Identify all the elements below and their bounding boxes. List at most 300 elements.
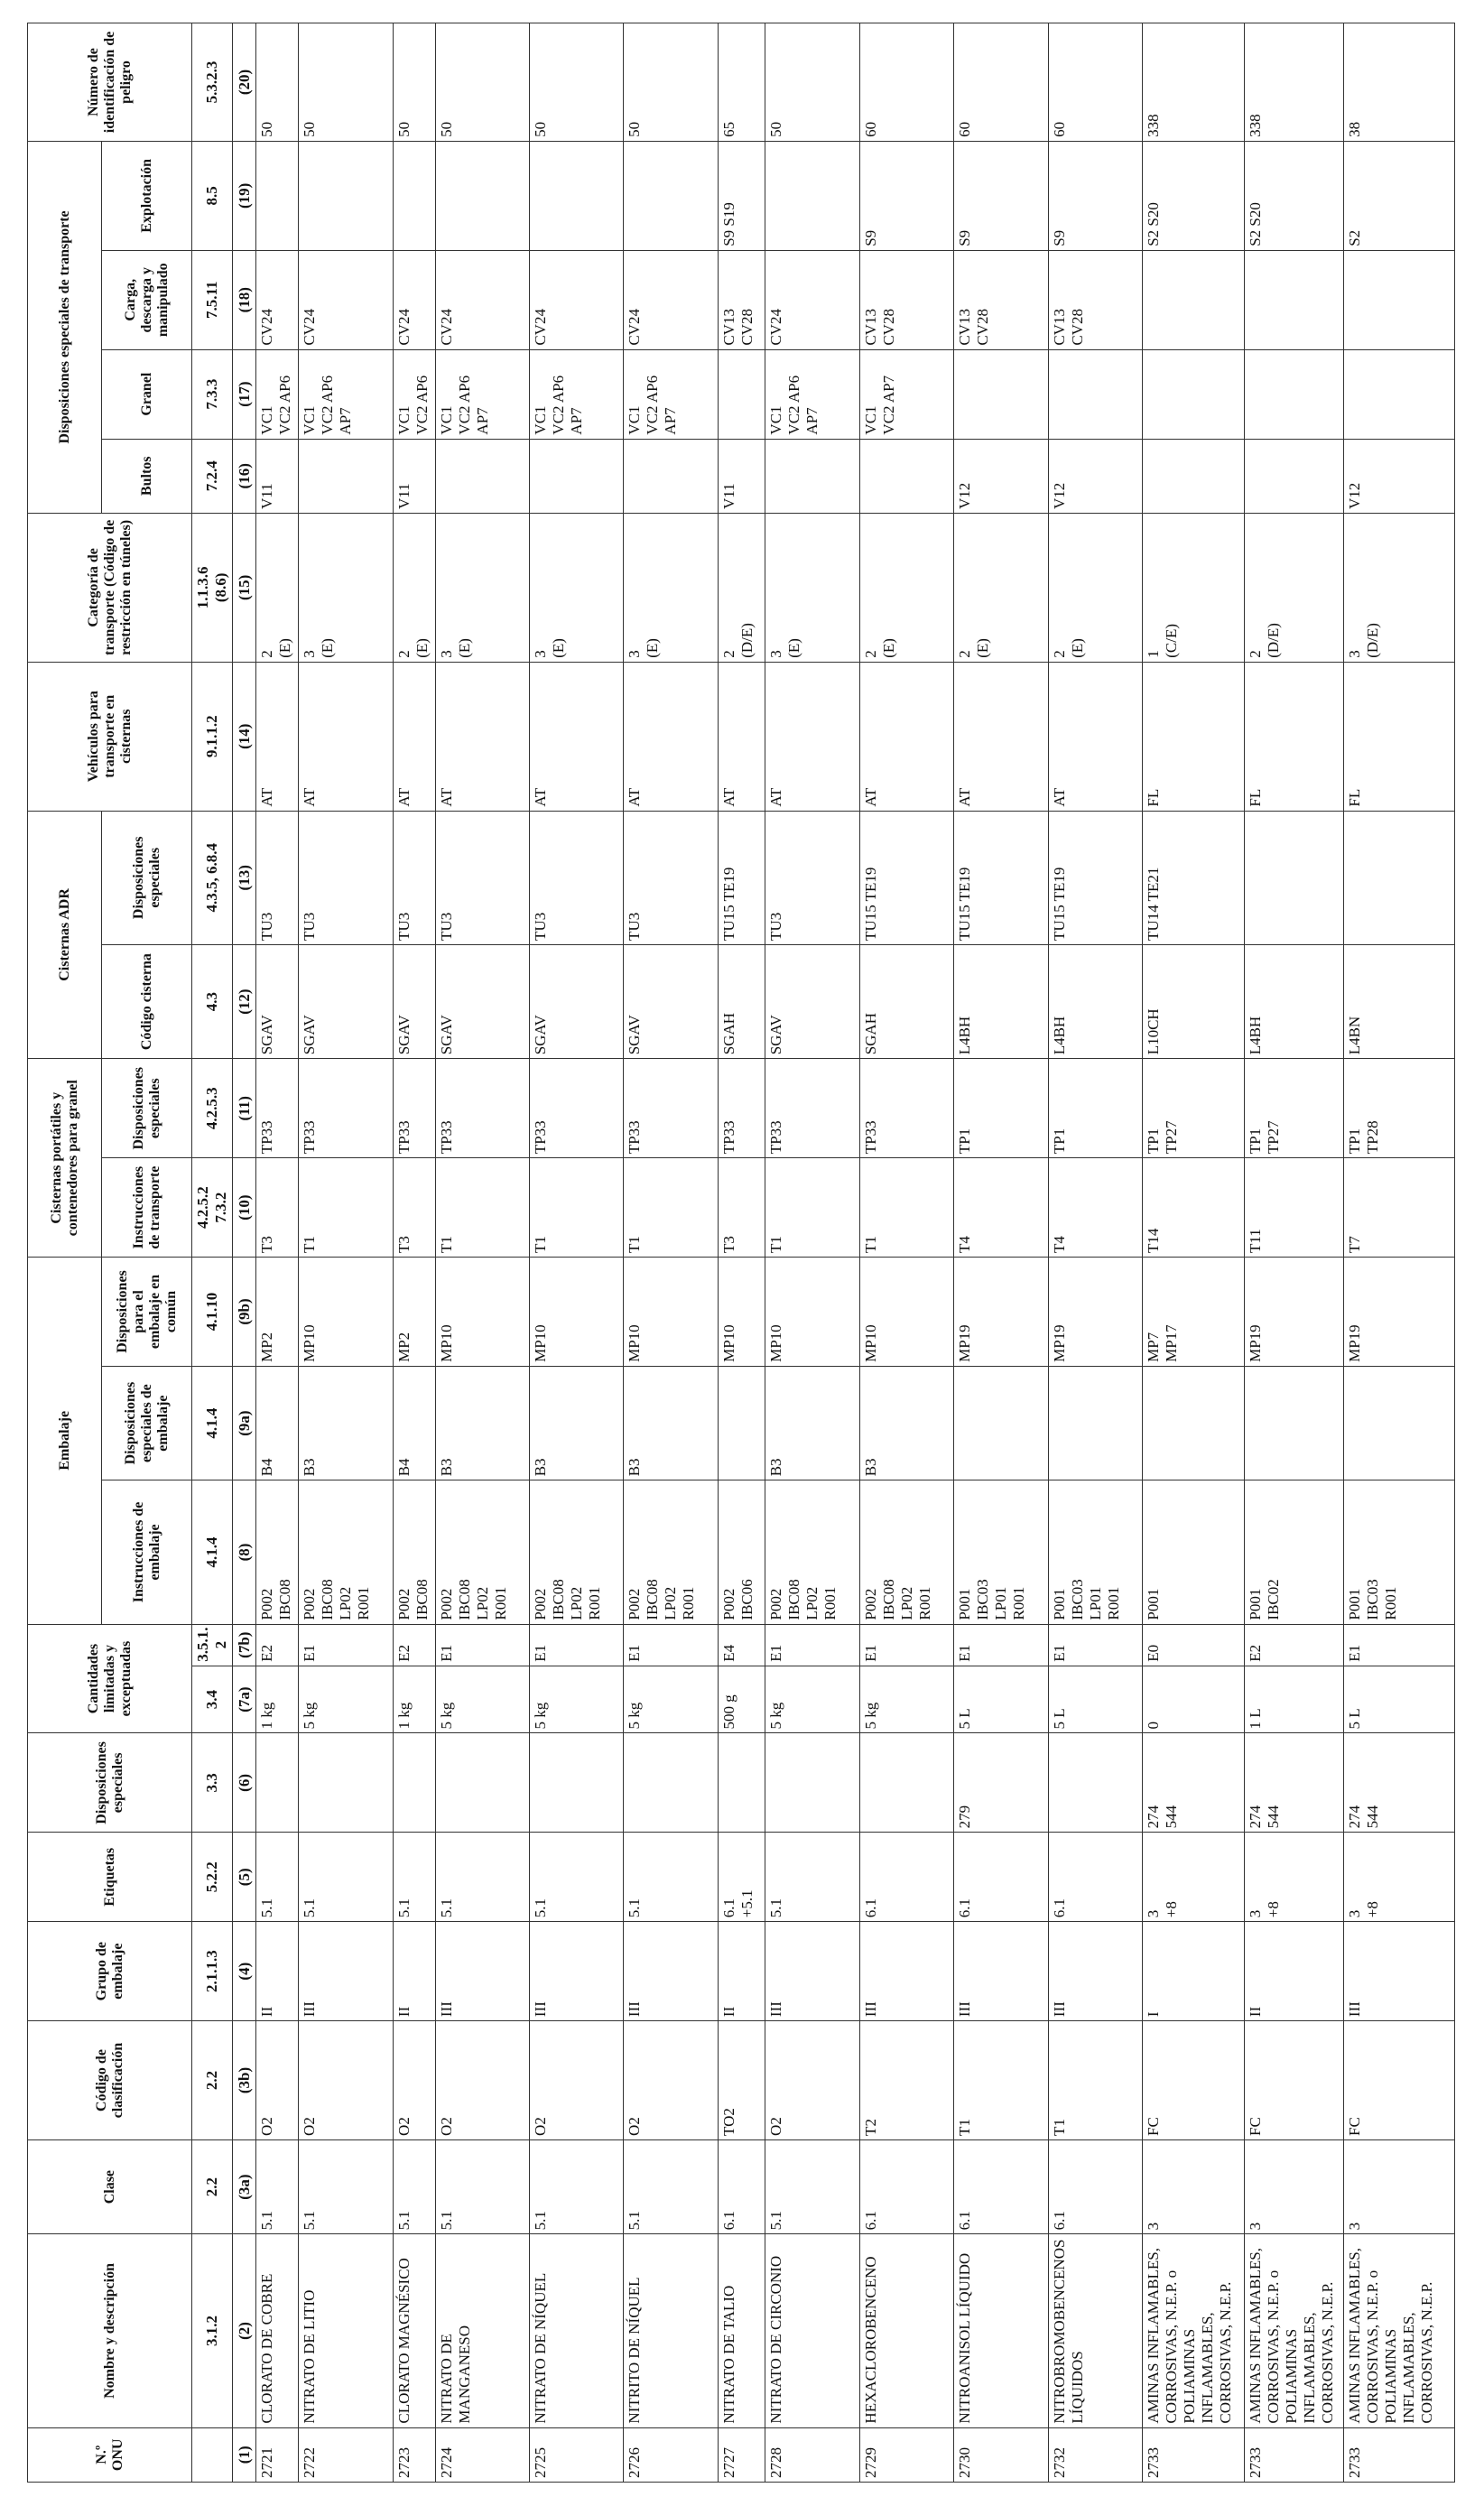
table-cell: TU15 TE19 xyxy=(718,811,765,944)
table-cell: 5 kg xyxy=(299,1666,393,1733)
table-cell: 5.1 xyxy=(435,2139,529,2233)
table-cell: E2 xyxy=(256,1624,299,1666)
table-cell: E0 xyxy=(1143,1624,1245,1666)
table-cell: 50 xyxy=(435,23,529,142)
table-cell xyxy=(1244,250,1343,349)
table-cell: S9 S19 xyxy=(718,141,765,250)
table-cell: CV24 xyxy=(530,250,624,349)
table-cell: 5 L xyxy=(1343,1666,1454,1733)
table-cell: O2 xyxy=(435,2021,529,2140)
table-cell: 3 +8 xyxy=(1343,1833,1454,1922)
table-cell xyxy=(530,1733,624,1833)
table-cell: MP10 xyxy=(530,1258,624,1367)
header-loading: Carga, descarga y manipulado xyxy=(102,250,192,349)
table-cell: O2 xyxy=(530,2021,624,2140)
table-row xyxy=(954,23,1048,2483)
table-cell xyxy=(624,439,718,513)
table-cell xyxy=(256,141,299,250)
table-cell: TU15 TE19 xyxy=(1048,811,1142,944)
table-cell: MP2 xyxy=(256,1258,299,1367)
table-cell: E1 xyxy=(299,1624,393,1666)
table-cell: P002 IBC08 xyxy=(256,1480,299,1624)
table-cell: S2 S20 xyxy=(1143,141,1245,250)
reference-cell: 4.3 xyxy=(192,944,233,1058)
reference-cell: 2.2 xyxy=(192,2139,233,2233)
table-cell: 38 xyxy=(1343,23,1454,142)
column-number-cell: (7b) xyxy=(233,1624,256,1666)
table-row xyxy=(393,23,435,2483)
table-cell: CLORATO DE COBRE xyxy=(256,2234,299,2427)
reference-cell xyxy=(192,2427,233,2482)
table-cell: 5.1 xyxy=(256,1833,299,1922)
reference-cell: 4.1.4 xyxy=(192,1480,233,1624)
table-cell: 3 (D/E) xyxy=(1343,513,1454,662)
table-cell: L4BH xyxy=(954,944,1048,1058)
table-cell: SGAV xyxy=(393,944,435,1058)
table-cell: P001 IBC03 LP01 R001 xyxy=(954,1480,1048,1624)
table-cell xyxy=(530,439,624,513)
column-number-cell: (16) xyxy=(233,439,256,513)
reference-cell: 3.5.1. 2 xyxy=(192,1624,233,1666)
table-cell: 2725 xyxy=(530,2427,624,2482)
table-cell: T1 xyxy=(530,1158,624,1258)
table-cell: III xyxy=(765,1922,859,2021)
table-cell: 2 (D/E) xyxy=(1244,513,1343,662)
table-cell: III xyxy=(954,1922,1048,2021)
table-row xyxy=(299,23,393,2483)
table-cell: II xyxy=(393,1922,435,2021)
column-number-cell: (20) xyxy=(233,23,256,142)
table-cell: 65 xyxy=(718,23,765,142)
column-number-cell: (3a) xyxy=(233,2139,256,2233)
table-cell: O2 xyxy=(299,2021,393,2140)
table-cell xyxy=(435,1733,529,1833)
header-tank-special: Disposiciones especiales xyxy=(102,1059,192,1158)
table-cell: 6.1 xyxy=(1048,1833,1142,1922)
table-cell: E1 xyxy=(1048,1624,1142,1666)
table-cell: AMINAS INFLAMABLES, CORROSIVAS, N.E.P. o POLIAMINAS INFLAMABLES, CORROSIVAS, N.E.P. xyxy=(1244,2234,1343,2427)
table-row xyxy=(718,23,765,2483)
table-cell: AMINAS INFLAMABLES, CORROSIVAS, N.E.P. o POLIAMINAS INFLAMABLES, CORROSIVAS, N.E.P. xyxy=(1143,2234,1245,2427)
table-cell: 5.1 xyxy=(530,1833,624,1922)
table-cell: TU3 xyxy=(530,811,624,944)
table-cell xyxy=(1343,1366,1454,1480)
table-cell xyxy=(718,1366,765,1480)
table-cell: 3 (E) xyxy=(624,513,718,662)
reference-cell: 7.3.3 xyxy=(192,349,233,439)
table-cell: II xyxy=(1244,1922,1343,2021)
reference-cell: 5.3.2.3 xyxy=(192,23,233,142)
table-cell: L4BH xyxy=(1048,944,1142,1058)
table-cell: O2 xyxy=(624,2021,718,2140)
header-transport-category: Categoría de transporte (Código de restricción en túneles) xyxy=(28,513,192,662)
table-cell: P002 IBC08 LP02 R001 xyxy=(435,1480,529,1624)
table-cell: 5 L xyxy=(1048,1666,1142,1733)
table-row xyxy=(530,23,624,2483)
table-cell: TU14 TE21 xyxy=(1143,811,1245,944)
table-cell: MP10 xyxy=(435,1258,529,1367)
table-cell: 5.1 xyxy=(530,2139,624,2233)
header-adr-tanks: Cisternas ADR xyxy=(28,811,102,1059)
table-cell: AT xyxy=(1048,662,1142,811)
table-cell: 50 xyxy=(765,23,859,142)
table-cell: TP33 xyxy=(435,1059,529,1158)
reference-cell: 3.1.2 xyxy=(192,2234,233,2427)
reference-cell: 9.1.1.2 xyxy=(192,662,233,811)
reference-row xyxy=(192,23,233,2483)
reference-cell: 8.5 xyxy=(192,141,233,250)
column-number-cell: (6) xyxy=(233,1733,256,1833)
table-cell: 5.1 xyxy=(299,1833,393,1922)
column-number-cell: (7a) xyxy=(233,1666,256,1733)
table-cell xyxy=(299,141,393,250)
table-row xyxy=(859,23,953,2483)
table-cell: B3 xyxy=(624,1366,718,1480)
table-cell: T1 xyxy=(624,1158,718,1258)
table-cell: SGAV xyxy=(256,944,299,1058)
table-body xyxy=(256,23,1455,2483)
table-cell: TU15 TE19 xyxy=(954,811,1048,944)
reference-cell: 3.4 xyxy=(192,1666,233,1733)
table-cell xyxy=(765,1733,859,1833)
table-cell: MP19 xyxy=(1244,1258,1343,1367)
table-row xyxy=(1143,23,1245,2483)
table-cell: 6.1 xyxy=(954,1833,1048,1922)
table-cell: P002 IBC08 LP02 R001 xyxy=(859,1480,953,1624)
table-cell: VC1 VC2 AP6 AP7 xyxy=(765,349,859,439)
table-cell: TU3 xyxy=(765,811,859,944)
table-cell: AT xyxy=(256,662,299,811)
table-cell: T4 xyxy=(1048,1158,1142,1258)
table-cell: 6.1 xyxy=(859,2139,953,2233)
table-cell xyxy=(299,439,393,513)
table-cell: III xyxy=(1343,1922,1454,2021)
table-cell: 1 kg xyxy=(393,1666,435,1733)
table-cell xyxy=(624,141,718,250)
table-cell: CV24 xyxy=(765,250,859,349)
table-row xyxy=(624,23,718,2483)
reference-cell: 4.1.10 xyxy=(192,1258,233,1367)
table-cell: P001 xyxy=(1143,1480,1245,1624)
table-cell: TU15 TE19 xyxy=(859,811,953,944)
column-number-cell: (9a) xyxy=(233,1366,256,1480)
table-cell: SGAV xyxy=(624,944,718,1058)
table-cell: 2733 xyxy=(1343,2427,1454,2482)
table-cell: S9 xyxy=(954,141,1048,250)
table-cell: VC1 VC2 AP6 xyxy=(256,349,299,439)
table-cell: NITRATO DE LITIO xyxy=(299,2234,393,2427)
table-cell: TP33 xyxy=(299,1059,393,1158)
table-cell: 50 xyxy=(393,23,435,142)
table-cell xyxy=(624,1733,718,1833)
table-cell: III xyxy=(1048,1922,1142,2021)
table-cell: S2 S20 xyxy=(1244,141,1343,250)
table-cell: 274 544 xyxy=(1244,1733,1343,1833)
table-cell: 6.1 +5.1 xyxy=(718,1833,765,1922)
table-cell: I xyxy=(1143,1922,1245,2021)
table-cell xyxy=(1244,349,1343,439)
table-cell: 2730 xyxy=(954,2427,1048,2482)
header-operation: Explotación xyxy=(102,141,192,250)
table-cell: V11 xyxy=(256,439,299,513)
table-cell: P002 IBC06 xyxy=(718,1480,765,1624)
table-cell: P001 IBC03 LP01 R001 xyxy=(1048,1480,1142,1624)
table-cell: NITROBROMOBENCENOS LÍQUIDOS xyxy=(1048,2234,1142,2427)
table-cell xyxy=(718,1733,765,1833)
table-cell: T1 xyxy=(299,1158,393,1258)
table-cell xyxy=(393,1733,435,1833)
table-cell: TP1 TP27 xyxy=(1143,1059,1245,1158)
column-number-cell: (8) xyxy=(233,1480,256,1624)
table-cell: 5.1 xyxy=(765,1833,859,1922)
table-cell: E1 xyxy=(859,1624,953,1666)
table-cell: L4BN xyxy=(1343,944,1454,1058)
table-cell: 2732 xyxy=(1048,2427,1142,2482)
table-cell: NITROANISOL LÍQUIDO xyxy=(954,2234,1048,2427)
table-cell xyxy=(859,1733,953,1833)
table-cell: T1 xyxy=(859,1158,953,1258)
header-name: Nombre y descripción xyxy=(28,2234,192,2427)
table-cell: V12 xyxy=(1343,439,1454,513)
table-cell: MP7 MP17 xyxy=(1143,1258,1245,1367)
table-cell: 274 544 xyxy=(1343,1733,1454,1833)
header-labels: Etiquetas xyxy=(28,1833,192,1922)
table-cell xyxy=(530,141,624,250)
table-cell: E1 xyxy=(624,1624,718,1666)
table-cell xyxy=(1343,811,1454,944)
table-cell: O2 xyxy=(393,2021,435,2140)
table-row xyxy=(435,23,529,2483)
reference-cell: 4.3.5, 6.8.4 xyxy=(192,811,233,944)
table-cell: T1 xyxy=(1048,2021,1142,2140)
table-cell: VC1 VC2 AP6 AP7 xyxy=(624,349,718,439)
table-cell: TP1 xyxy=(954,1059,1048,1158)
table-cell: AT xyxy=(530,662,624,811)
table-cell xyxy=(1143,250,1245,349)
table-cell: 3 xyxy=(1343,2139,1454,2233)
table-cell: TP33 xyxy=(718,1059,765,1158)
reference-cell: 1.1.3.6 (8.6) xyxy=(192,513,233,662)
header-packages: Bultos xyxy=(102,439,192,513)
table-cell: VC1 VC2 AP6 AP7 xyxy=(435,349,529,439)
table-cell: 2722 xyxy=(299,2427,393,2482)
table-cell: III xyxy=(530,1922,624,2021)
table-cell: 6.1 xyxy=(718,2139,765,2233)
table-cell xyxy=(765,141,859,250)
table-cell: E1 xyxy=(1343,1624,1454,1666)
table-cell: 60 xyxy=(1048,23,1142,142)
table-cell: E1 xyxy=(530,1624,624,1666)
table-cell: 5 L xyxy=(954,1666,1048,1733)
table-cell: 5 kg xyxy=(624,1666,718,1733)
table-cell: 2724 xyxy=(435,2427,529,2482)
header-special-provisions: Disposiciones especiales xyxy=(28,1733,192,1833)
table-cell: 1 L xyxy=(1244,1666,1343,1733)
column-number-cell: (5) xyxy=(233,1833,256,1922)
table-cell: AT xyxy=(954,662,1048,811)
table-cell: 60 xyxy=(954,23,1048,142)
table-cell: 5.1 xyxy=(624,1833,718,1922)
table-cell xyxy=(954,1366,1048,1480)
table-cell: 5.1 xyxy=(765,2139,859,2233)
table-cell: E1 xyxy=(435,1624,529,1666)
table-cell xyxy=(1048,349,1142,439)
table-cell: 274 544 xyxy=(1143,1733,1245,1833)
table-cell: E1 xyxy=(954,1624,1048,1666)
table-cell: NITRATO DE CIRCONIO xyxy=(765,2234,859,2427)
table-row xyxy=(765,23,859,2483)
table-cell xyxy=(256,1733,299,1833)
table-cell: V12 xyxy=(954,439,1048,513)
table-cell: MP19 xyxy=(954,1258,1048,1367)
header-mixed-packing: Disposiciones para el embalaje en común xyxy=(102,1258,192,1367)
table-cell: CV24 xyxy=(299,250,393,349)
table-cell: T7 xyxy=(1343,1158,1454,1258)
table-cell: E1 xyxy=(765,1624,859,1666)
table-cell: 2 (E) xyxy=(1048,513,1142,662)
table-cell xyxy=(859,439,953,513)
table-cell: L10CH xyxy=(1143,944,1245,1058)
table-cell: III xyxy=(624,1922,718,2021)
table-cell: B3 xyxy=(859,1366,953,1480)
table-cell: 2 (D/E) xyxy=(718,513,765,662)
header-vehicle: Vehículos para transporte en cisternas xyxy=(28,662,192,811)
header-bulk: Granel xyxy=(102,349,192,439)
table-cell: MP10 xyxy=(765,1258,859,1367)
table-cell: 5 kg xyxy=(530,1666,624,1733)
table-cell: II xyxy=(718,1922,765,2021)
table-cell: NITRATO DE TALIO xyxy=(718,2234,765,2427)
table-cell: II xyxy=(256,1922,299,2021)
table-cell: 6.1 xyxy=(859,1833,953,1922)
table-cell: 60 xyxy=(859,23,953,142)
column-number-cell: (18) xyxy=(233,250,256,349)
header-portable-tanks: Cisternas portátiles y contenedores para granel xyxy=(28,1059,102,1258)
header-limited-qty: Cantidades limitadas y exceptuadas xyxy=(28,1624,192,1733)
header-class: Clase xyxy=(28,2139,192,2233)
reference-cell: 7.2.4 xyxy=(192,439,233,513)
table-cell: SGAV xyxy=(435,944,529,1058)
table-cell: T3 xyxy=(256,1158,299,1258)
table-cell: S9 xyxy=(859,141,953,250)
table-cell: MP10 xyxy=(859,1258,953,1367)
table-cell: HEXACLOROBENCENO xyxy=(859,2234,953,2427)
table-cell: TU3 xyxy=(624,811,718,944)
table-cell: L4BH xyxy=(1244,944,1343,1058)
table-cell: T11 xyxy=(1244,1158,1343,1258)
column-number-cell: (14) xyxy=(233,662,256,811)
table-cell: CV24 xyxy=(393,250,435,349)
table-cell: 2733 xyxy=(1244,2427,1343,2482)
table-cell: 1 (C/E) xyxy=(1143,513,1245,662)
table-cell xyxy=(1048,1366,1142,1480)
table-cell: CV24 xyxy=(256,250,299,349)
table-cell: E2 xyxy=(393,1624,435,1666)
table-cell: TP33 xyxy=(624,1059,718,1158)
table-cell: 338 xyxy=(1143,23,1245,142)
table-cell: VC1 VC2 AP6 xyxy=(393,349,435,439)
rotated-table-page xyxy=(27,23,1455,2483)
table-cell: T1 xyxy=(954,2021,1048,2140)
table-cell: TO2 xyxy=(718,2021,765,2140)
table-cell: P002 IBC08 LP02 R001 xyxy=(530,1480,624,1624)
reference-cell: 4.2.5.2 7.3.2 xyxy=(192,1158,233,1258)
table-cell: MP2 xyxy=(393,1258,435,1367)
table-cell: 3 (E) xyxy=(765,513,859,662)
header-tank-instructions: Instrucciones de transporte xyxy=(102,1158,192,1258)
table-cell: T4 xyxy=(954,1158,1048,1258)
column-number-cell: (2) xyxy=(233,2234,256,2427)
header-un-no: N.º ONU xyxy=(28,2427,192,2482)
table-cell: P002 IBC08 LP02 R001 xyxy=(299,1480,393,1624)
column-number-cell: (9b) xyxy=(233,1258,256,1367)
table-cell xyxy=(1244,1366,1343,1480)
table-cell xyxy=(1343,349,1454,439)
column-number-cell: (13) xyxy=(233,811,256,944)
column-number-cell: (19) xyxy=(233,141,256,250)
table-row xyxy=(256,23,299,2483)
table-cell: CV24 xyxy=(624,250,718,349)
table-cell xyxy=(954,349,1048,439)
table-cell: 50 xyxy=(624,23,718,142)
table-cell: 2 (E) xyxy=(393,513,435,662)
table-cell: O2 xyxy=(256,2021,299,2140)
table-cell: T1 xyxy=(435,1158,529,1258)
table-cell: SGAV xyxy=(765,944,859,1058)
table-cell: 3 +8 xyxy=(1143,1833,1245,1922)
table-cell: SGAH xyxy=(718,944,765,1058)
table-cell xyxy=(435,141,529,250)
table-cell: E4 xyxy=(718,1624,765,1666)
table-cell: 2729 xyxy=(859,2427,953,2482)
table-cell: TP1 xyxy=(1048,1059,1142,1158)
table-cell xyxy=(1143,1366,1245,1480)
table-cell: CV24 xyxy=(435,250,529,349)
table-cell xyxy=(1244,439,1343,513)
table-cell xyxy=(1143,349,1245,439)
table-cell: 2721 xyxy=(256,2427,299,2482)
table-cell: TP33 xyxy=(765,1059,859,1158)
table-cell: E2 xyxy=(1244,1624,1343,1666)
table-cell: AT xyxy=(624,662,718,811)
reference-cell: 3.3 xyxy=(192,1733,233,1833)
table-cell: 5.1 xyxy=(256,2139,299,2233)
table-cell: AT xyxy=(859,662,953,811)
reference-cell: 4.2.5.3 xyxy=(192,1059,233,1158)
table-cell: CV13 CV28 xyxy=(1048,250,1142,349)
column-number-row xyxy=(233,23,256,2483)
table-cell: MP19 xyxy=(1343,1258,1454,1367)
table-cell: 3 +8 xyxy=(1244,1833,1343,1922)
table-cell: S9 xyxy=(1048,141,1142,250)
table-cell: 5.1 xyxy=(624,2139,718,2233)
table-cell: B3 xyxy=(435,1366,529,1480)
table-cell: B3 xyxy=(530,1366,624,1480)
header-packaging: Embalaje xyxy=(28,1258,102,1625)
table-cell xyxy=(1048,1733,1142,1833)
table-cell: SGAV xyxy=(530,944,624,1058)
header-hazard-id: Número de identificación de peligro xyxy=(28,23,192,142)
table-row xyxy=(1244,23,1343,2483)
table-cell: 3 (E) xyxy=(435,513,529,662)
table-cell: 50 xyxy=(256,23,299,142)
table-cell: FC xyxy=(1244,2021,1343,2140)
table-cell: VC1 VC2 AP7 xyxy=(859,349,953,439)
table-cell: T3 xyxy=(393,1158,435,1258)
table-cell: 2 (E) xyxy=(256,513,299,662)
table-cell: SGAH xyxy=(859,944,953,1058)
table-cell: CV13 CV28 xyxy=(954,250,1048,349)
